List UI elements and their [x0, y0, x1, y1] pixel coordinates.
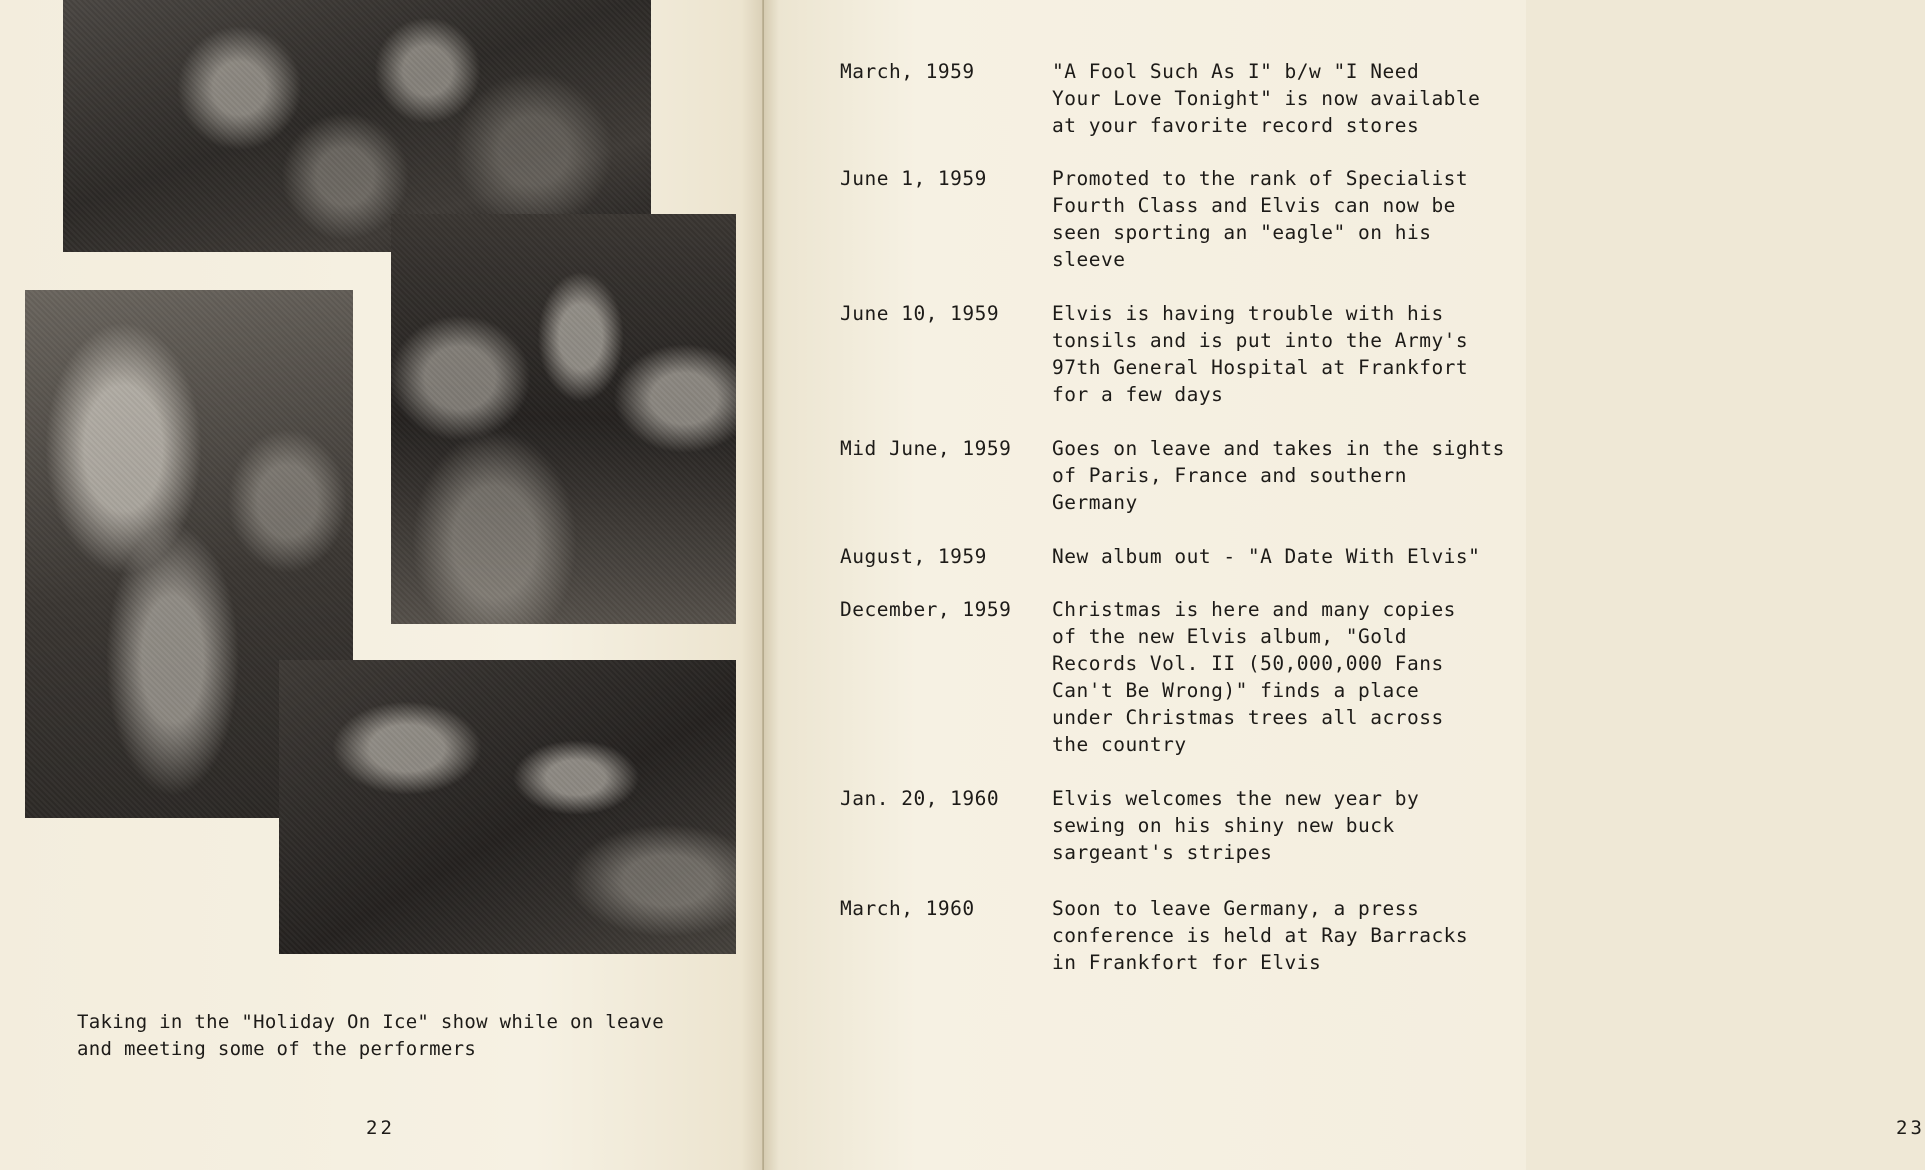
entry-text — [1052, 596, 1507, 758]
entry-line: seen sporting an "eagle" on his — [1052, 221, 1432, 244]
entry-line: at your favorite record stores — [1052, 114, 1420, 137]
entry-date: March, 1960 — [840, 897, 975, 920]
entry-line: for a few days — [1052, 383, 1224, 406]
photo-caption — [77, 1009, 717, 1063]
entry-line: Can't Be Wrong)" finds a place — [1052, 679, 1420, 702]
entry-text — [1052, 895, 1507, 976]
entry-date: Jan. 20, 1960 — [840, 787, 1000, 810]
entry-line: conference is held at Ray Barracks — [1052, 924, 1469, 947]
entry-line: Records Vol. II (50,000,000 Fans — [1052, 652, 1444, 675]
left-page — [0, 0, 764, 1170]
entry-date: December, 1959 — [840, 598, 1012, 621]
entry-line: New album out - "A Date With Elvis" — [1052, 545, 1481, 568]
entry-line: "A Fool Such As I" b/w "I Need — [1052, 60, 1420, 83]
page-number-right: 23 — [1896, 1117, 1925, 1139]
entry-date: March, 1959 — [840, 60, 975, 83]
entry-line: Germany — [1052, 491, 1138, 514]
entry-line: Christmas is here and many copies — [1052, 598, 1456, 621]
entry-text — [1052, 785, 1507, 866]
chronology-entry — [840, 785, 1510, 866]
entry-line: 97th General Hospital at Frankfort — [1052, 356, 1469, 379]
entry-date: June 10, 1959 — [840, 302, 1000, 325]
chronology-entry — [840, 596, 1510, 758]
photo-autograph-icon — [279, 660, 736, 954]
entry-line: of the new Elvis album, "Gold — [1052, 625, 1407, 648]
chronology-entry — [840, 165, 1510, 273]
entry-line: Soon to leave Germany, a press — [1052, 897, 1420, 920]
chronology-entry — [840, 58, 1510, 139]
entry-line: tonsils and is put into the Army's — [1052, 329, 1469, 352]
entry-line: sewing on his shiny new buck — [1052, 814, 1395, 837]
entry-line: sargeant's stripes — [1052, 841, 1273, 864]
photo-toast-icon — [391, 214, 736, 624]
entry-line: Elvis welcomes the new year by — [1052, 787, 1420, 810]
entry-text — [1052, 300, 1507, 408]
entry-line: of Paris, France and southern — [1052, 464, 1407, 487]
entry-line: Goes on leave and takes in the sights — [1052, 437, 1505, 460]
entry-text — [1052, 435, 1507, 516]
caption-line: and meeting some of the performers — [77, 1038, 477, 1060]
entry-line: in Frankfort for Elvis — [1052, 951, 1322, 974]
entry-date: Mid June, 1959 — [840, 437, 1012, 460]
caption-line: Taking in the "Holiday On Ice" show while on leave — [77, 1011, 664, 1033]
chronology-list — [840, 58, 1510, 976]
entry-line: Promoted to the rank of Specialist — [1052, 167, 1469, 190]
entry-line: Your Love Tonight" is now available — [1052, 87, 1481, 110]
entry-date: August, 1959 — [840, 545, 987, 568]
chronology-entry — [840, 435, 1510, 516]
chronology-entry — [840, 300, 1510, 408]
entry-line: Fourth Class and Elvis can now be — [1052, 194, 1456, 217]
entry-text — [1052, 543, 1507, 570]
entry-line: sleeve — [1052, 248, 1126, 271]
entry-line: under Christmas trees all across — [1052, 706, 1444, 729]
entry-text — [1052, 58, 1507, 139]
chronology-entry — [840, 895, 1510, 976]
entry-line: Elvis is having trouble with his — [1052, 302, 1444, 325]
page-number-left: 22 — [366, 1117, 395, 1139]
entry-text — [1052, 165, 1507, 273]
entry-line: the country — [1052, 733, 1187, 756]
entry-date: June 1, 1959 — [840, 167, 987, 190]
chronology-entry — [840, 543, 1510, 570]
